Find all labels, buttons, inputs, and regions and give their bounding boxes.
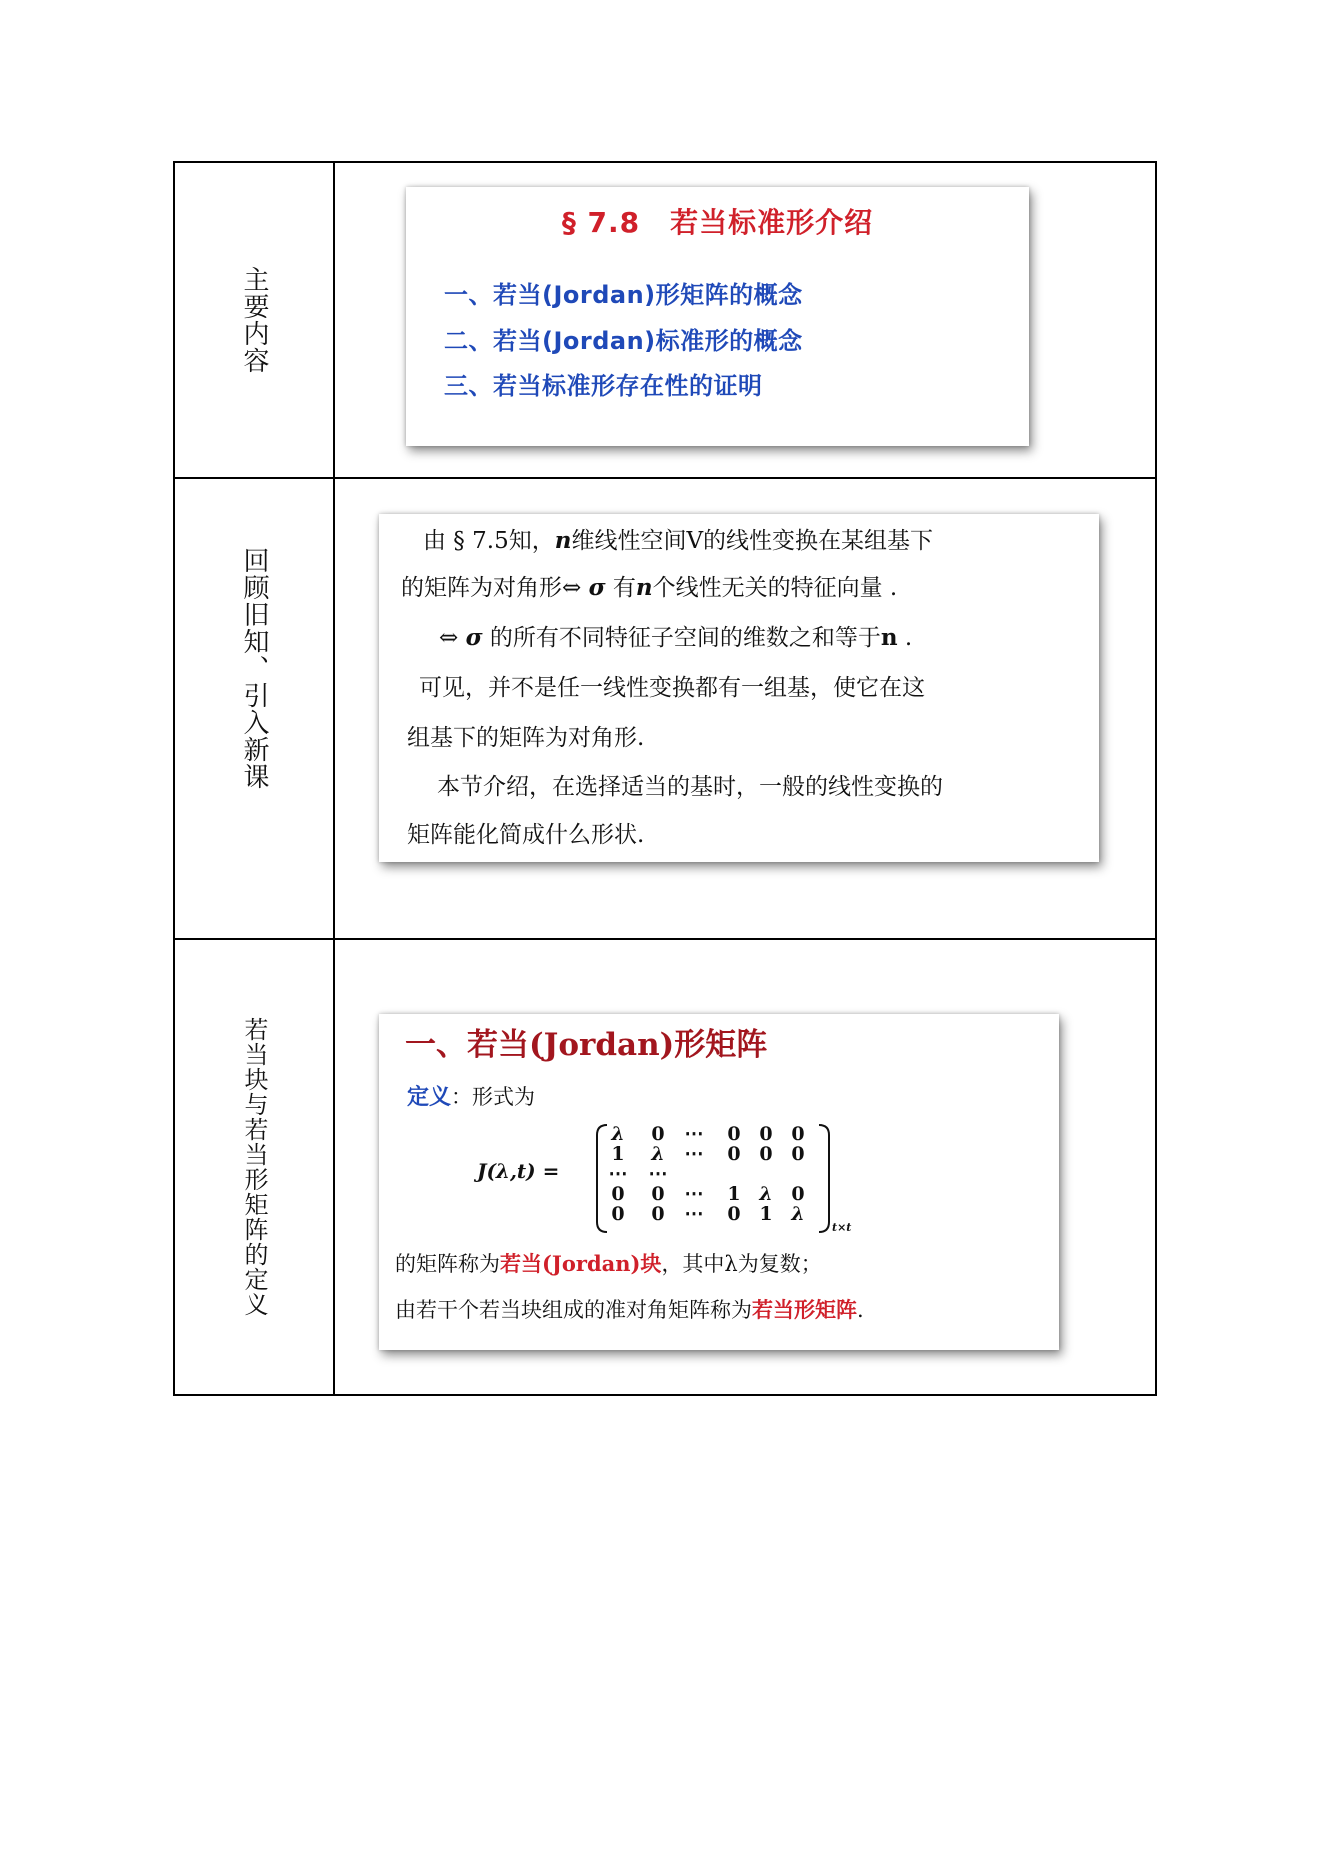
- outline-item: 二、若当(Jordan)标准形的概念: [444, 327, 803, 355]
- row-label: 回顾旧知、引入新课: [239, 547, 269, 790]
- text-line: 由若干个若当块组成的准对角矩阵称为若当形矩阵.: [395, 1297, 864, 1322]
- slide-heading: 一、若当(Jordan)形矩阵: [405, 1027, 768, 1063]
- matrix-cell: 0: [727, 1203, 741, 1225]
- matrix-lhs: J(λ,t) =: [477, 1159, 560, 1183]
- slide-definition: [379, 1014, 1059, 1350]
- section-title: 若当标准形介绍: [670, 206, 874, 239]
- row-label-cell: [174, 162, 334, 478]
- row-label: 主要内容: [239, 266, 269, 374]
- text-line: ⇔ σ 的所有不同特征子空间的维数之和等于n .: [439, 624, 913, 651]
- row-label: 若当块与若当形矩阵的定义: [240, 1017, 268, 1317]
- text-line: 组基下的矩阵为对角形.: [407, 725, 645, 751]
- matrix-cell: 0: [791, 1183, 805, 1205]
- text-line: 矩阵能化简成什么形状.: [407, 822, 645, 848]
- outline-item: 一、若当(Jordan)形矩阵的概念: [444, 281, 803, 309]
- matrix-cell: ⋯: [684, 1123, 704, 1145]
- outline-item: 三、若当标准形存在性的证明: [444, 372, 763, 400]
- row-content-cell: [334, 939, 1156, 1395]
- term-jordan-matrix: 若当形矩阵: [752, 1297, 857, 1322]
- matrix-cell: λ: [759, 1183, 773, 1205]
- matrix-cell: ⋯: [648, 1163, 668, 1185]
- matrix-cell: 0: [651, 1183, 665, 1205]
- matrix-cell: λ: [611, 1123, 625, 1145]
- text-line: 由 § 7.5知，n维线性空间V的线性变换在某组基下: [423, 527, 934, 554]
- term-jordan-block: 若当(Jordan)块: [500, 1251, 662, 1276]
- matrix-cell: 0: [651, 1203, 665, 1225]
- table-row: [174, 162, 1156, 478]
- lesson-table: [173, 161, 1157, 1396]
- matrix-cell: ⋯: [684, 1203, 704, 1225]
- matrix-cell: 0: [791, 1143, 805, 1165]
- matrix-cell: 1: [727, 1183, 741, 1205]
- matrix-cell: 0: [651, 1123, 665, 1145]
- matrix-cell: 0: [611, 1183, 625, 1205]
- section-number: § 7.8: [561, 206, 641, 239]
- matrix-subscript: t×t: [832, 1221, 852, 1234]
- row-content-cell: [334, 478, 1156, 939]
- matrix-cell: 0: [727, 1143, 741, 1165]
- text-line: 的矩阵称为若当(Jordan)块，其中λ为复数；: [395, 1251, 822, 1276]
- matrix-cell: λ: [791, 1203, 805, 1225]
- row-label-cell: [174, 939, 334, 1395]
- jordan-block-matrix: [477, 1121, 852, 1236]
- row-content-cell: [334, 162, 1156, 478]
- slide-overview: [406, 187, 1029, 446]
- matrix-cell: 1: [611, 1143, 625, 1165]
- definition-keyword: 定义: [407, 1085, 452, 1110]
- matrix-cell: ⋯: [608, 1163, 628, 1185]
- matrix-cell: 0: [611, 1203, 625, 1225]
- text-line: 本节介绍，在选择适当的基时，一般的线性变换的: [437, 774, 943, 800]
- matrix-cell: 0: [791, 1123, 805, 1145]
- matrix-cell: 1: [759, 1203, 773, 1225]
- matrix-cell: 0: [759, 1143, 773, 1165]
- table-row: [174, 478, 1156, 939]
- definition-intro: 定义：形式为: [407, 1085, 536, 1110]
- slide-review: [379, 514, 1099, 862]
- matrix-cell: 0: [727, 1123, 741, 1145]
- matrix-cell: ⋯: [684, 1183, 704, 1205]
- table-row: [174, 939, 1156, 1395]
- matrix-cell: λ: [651, 1143, 665, 1165]
- matrix-cell: ⋯: [684, 1143, 704, 1165]
- slide-title: [406, 201, 1029, 241]
- row-label-cell: [174, 478, 334, 939]
- text-line: 可见，并不是任一线性变换都有一组基，使它在这: [419, 675, 925, 701]
- matrix-cell: 0: [759, 1123, 773, 1145]
- text-line: 的矩阵为对角形⇔ σ 有n个线性无关的特征向量 .: [401, 574, 898, 601]
